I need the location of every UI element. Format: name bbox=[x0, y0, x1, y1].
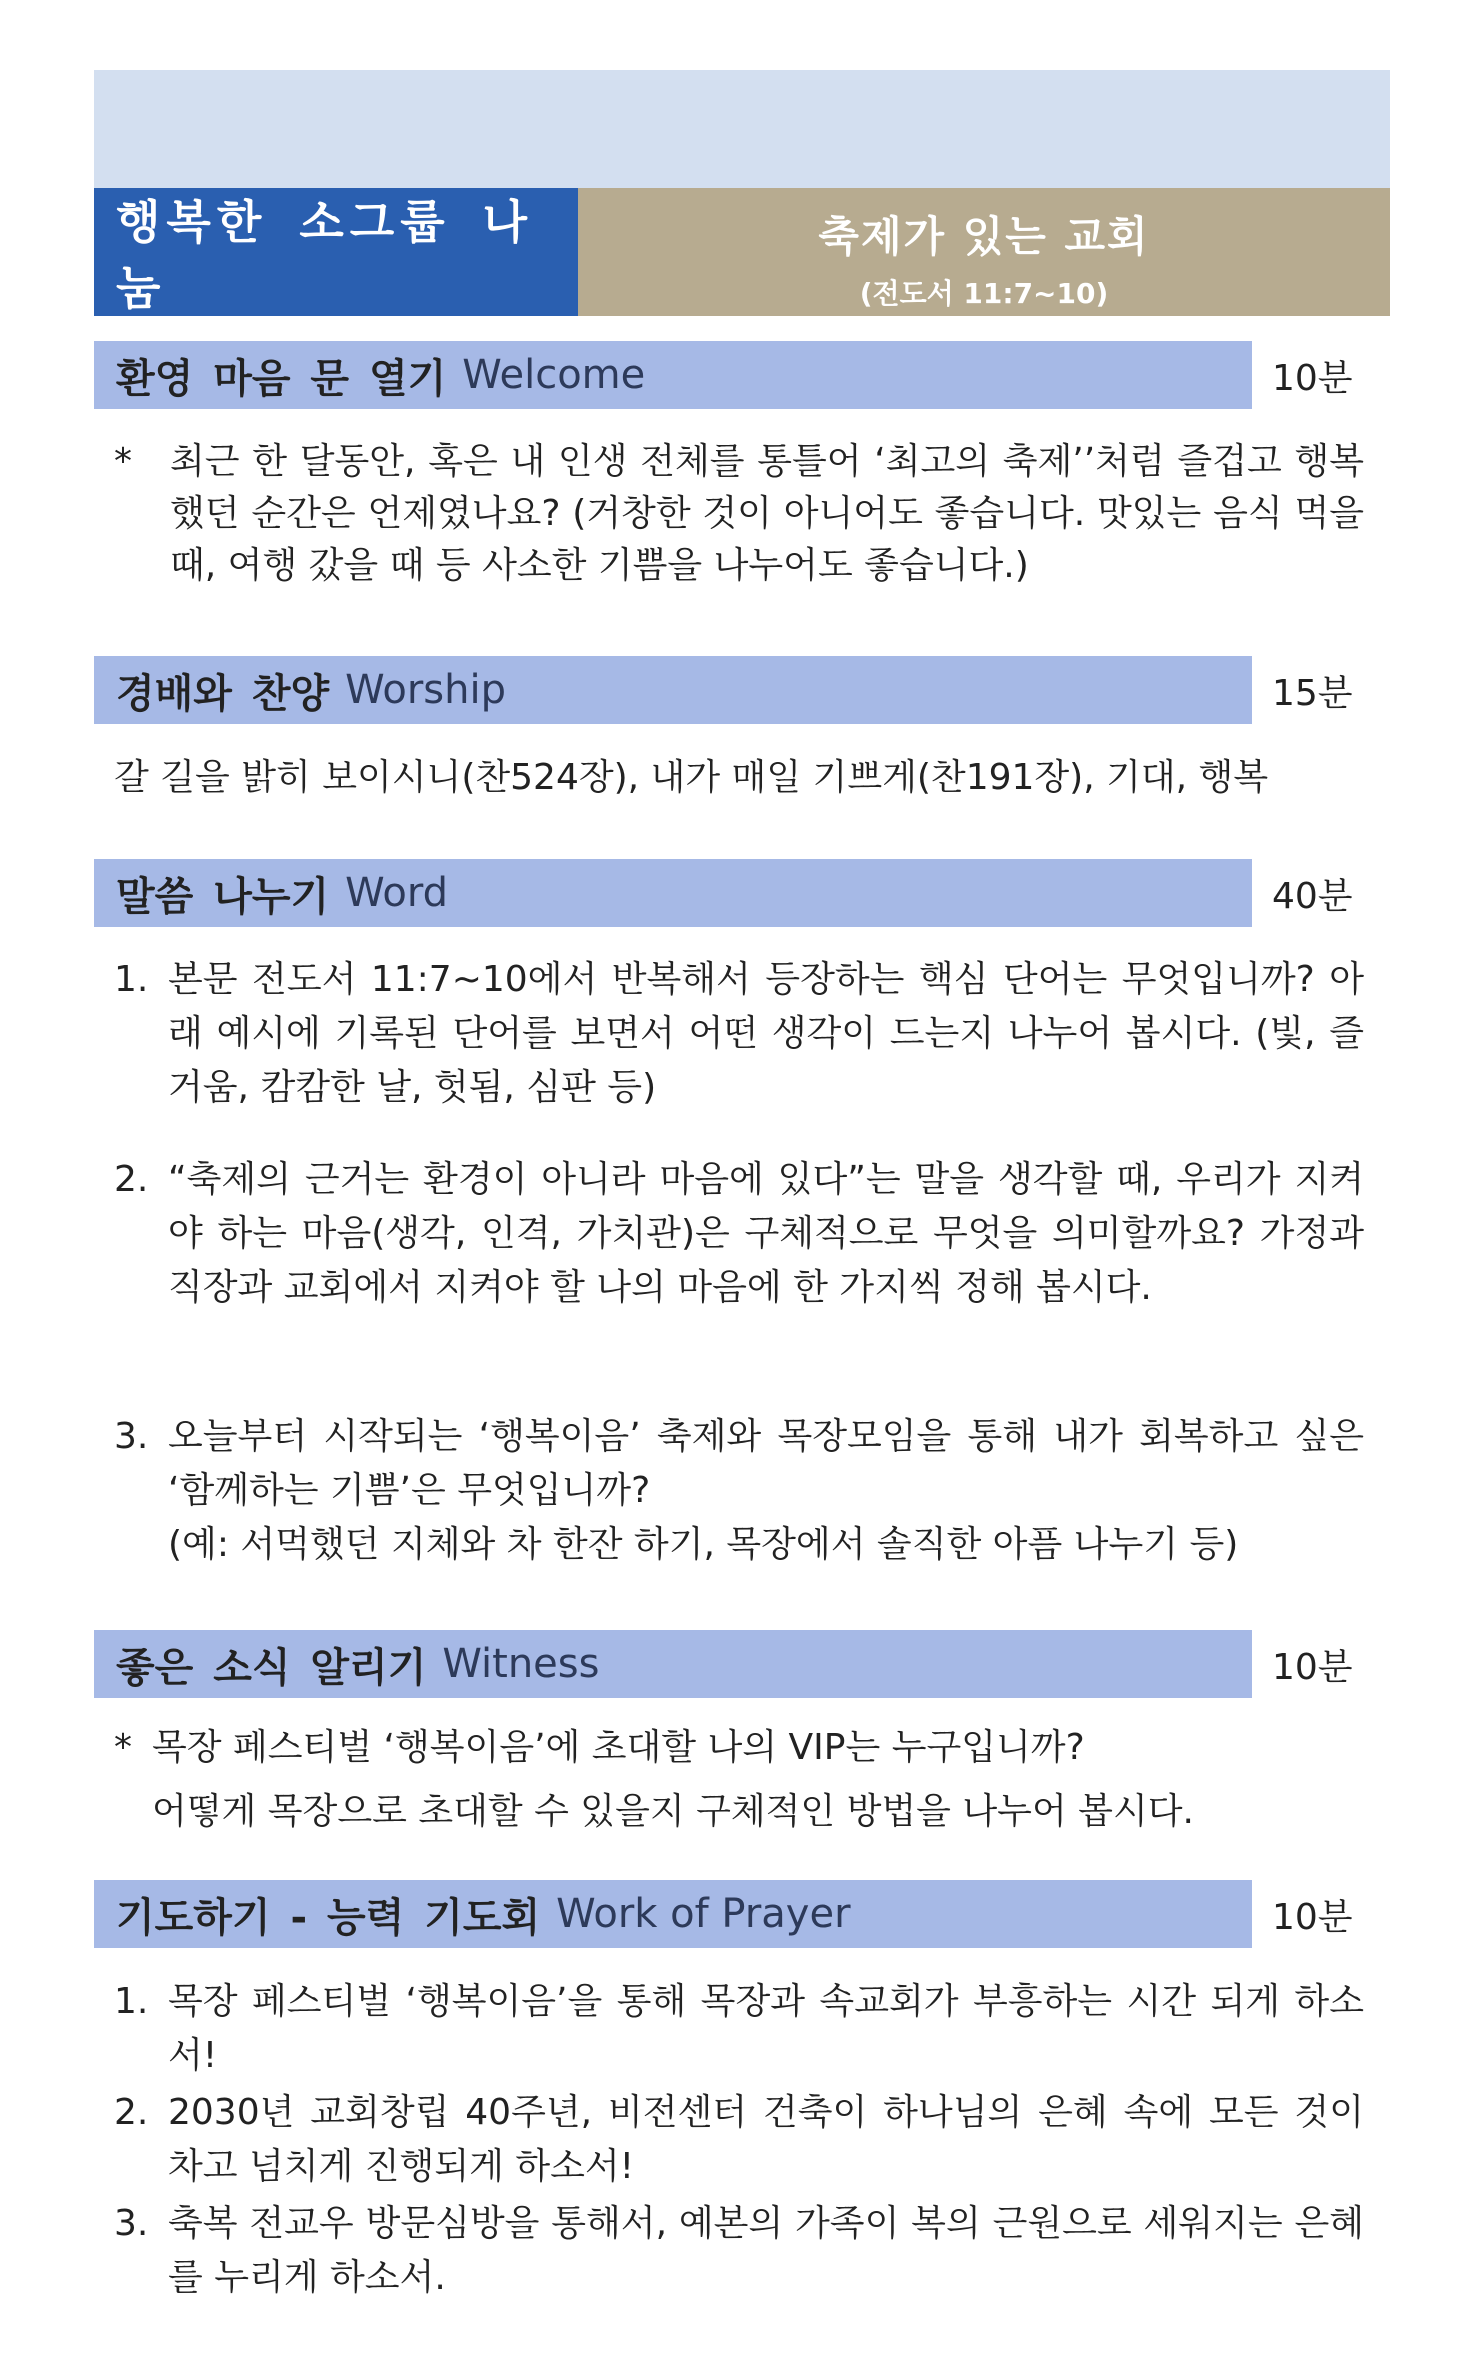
section-title-en: Work of Prayer bbox=[556, 1891, 851, 1937]
section-bar-welcome bbox=[94, 341, 1252, 409]
section-bar-prayer bbox=[94, 1880, 1252, 1948]
item-number: 1. bbox=[114, 1981, 149, 2022]
item-text: “축제의 근거는 환경이 아니라 마음에 있다”는 말을 생각할 때, 우리가 지켜야 하는 마음(생각, 인격, 가치관)은 구체적으로 무엇을 의미할까요? 가정과 직장과 교회에서 지켜야 할 나의 마음에 한 가지씩 정해 봅시다. bbox=[168, 1159, 1364, 1308]
witness-question-line2: 어떻게 목장으로 초대할 수 있을지 구체적인 방법을 나누어 봅시다. bbox=[152, 1791, 1194, 1832]
item-text: 2030년 교회창립 40주년, 비전센터 건축이 하나님의 은혜 속에 모든 것이 차고 넘치게 진행되게 하소서! bbox=[168, 2092, 1364, 2187]
item-note: (예: 서먹했던 지체와 차 한잔 하기, 목장에서 솔직한 아픔 나누기 등) bbox=[168, 1524, 1239, 1565]
header-left-panel bbox=[94, 188, 578, 316]
bullet-mark: * bbox=[114, 441, 132, 482]
section-title-ko: 환영 마음 문 열기 bbox=[116, 355, 447, 402]
item-text: 축복 전교우 방문심방을 통해서, 예본의 가족이 복의 근원으로 세워지는 은혜를 누리게 하소서. bbox=[168, 2203, 1364, 2298]
worship-song-list: 갈 길을 밝히 보이시니(찬524장), 내가 매일 기쁘게(찬191장), 기대, 행복 bbox=[114, 757, 1269, 798]
item-number: 3. bbox=[114, 1416, 149, 1457]
section-title-ko: 경배와 찬양 bbox=[116, 670, 330, 717]
item-number: 3. bbox=[114, 2203, 149, 2244]
item-number: 2. bbox=[114, 2092, 149, 2133]
section-minutes: 15분 bbox=[1272, 672, 1353, 714]
scripture-reference: (전도서 11:7~10) bbox=[859, 277, 1109, 310]
header-right-panel bbox=[578, 188, 1390, 316]
bullet-mark: * bbox=[114, 1727, 132, 1768]
section-minutes: 40분 bbox=[1272, 875, 1353, 917]
list-item bbox=[114, 1410, 1364, 1572]
witness-question: 목장 페스티벌 ‘행복이음’에 초대할 나의 VIP는 누구입니까? bbox=[152, 1727, 1085, 1768]
section-minutes: 10분 bbox=[1272, 1646, 1353, 1688]
section-minutes: 10분 bbox=[1272, 357, 1353, 399]
list-item bbox=[114, 2197, 1364, 2305]
top-color-band bbox=[94, 70, 1390, 188]
sermon-title: 축제가 있는 교회 bbox=[818, 212, 1150, 261]
item-number: 1. bbox=[114, 959, 149, 1000]
section-bar-worship bbox=[94, 656, 1252, 724]
list-item bbox=[114, 953, 1364, 1115]
section-title-en: Witness bbox=[442, 1641, 600, 1687]
page-title: 행복한 소그룹 나눔 bbox=[116, 195, 534, 315]
list-item bbox=[114, 1153, 1364, 1315]
welcome-question: 최근 한 달동안, 혹은 내 인생 전체를 통틀어 ‘최고의 축제’’처럼 즐겁고 행복했던 순간은 언제였나요? (거창한 것이 아니어도 좋습니다. 맛있는 음식 먹을 때, 여행 갔을 때 등 사소한 기쁨을 나누어도 좋습니다.) bbox=[170, 441, 1364, 586]
section-title-ko: 기도하기 - 능력 기도회 bbox=[116, 1894, 541, 1941]
list-item bbox=[114, 1975, 1364, 2083]
item-text: 목장 페스티벌 ‘행복이음’을 통해 목장과 속교회가 부흥하는 시간 되게 하소서! bbox=[168, 1981, 1364, 2076]
section-minutes: 10분 bbox=[1272, 1896, 1353, 1938]
item-text: 본문 전도서 11:7~10에서 반복해서 등장하는 핵심 단어는 무엇입니까? 아래 예시에 기록된 단어를 보면서 어떤 생각이 드는지 나누어 봅시다. (빛, 즐거움, 캄캄한 날, 헛됨, 심판 등) bbox=[168, 959, 1364, 1108]
section-title-en: Worship bbox=[345, 667, 506, 713]
list-item bbox=[114, 2086, 1364, 2194]
section-bar-witness bbox=[94, 1630, 1252, 1698]
item-text: 오늘부터 시작되는 ‘행복이음’ 축제와 목장모임을 통해 내가 회복하고 싶은 ‘함께하는 기쁨’은 무엇입니까? bbox=[168, 1416, 1364, 1511]
section-title-en: Word bbox=[345, 870, 448, 916]
item-number: 2. bbox=[114, 1159, 149, 1200]
section-title-ko: 좋은 소식 알리기 bbox=[116, 1644, 427, 1691]
section-title-en: Welcome bbox=[462, 352, 646, 398]
section-title-ko: 말씀 나누기 bbox=[116, 873, 330, 920]
section-bar-word bbox=[94, 859, 1252, 927]
